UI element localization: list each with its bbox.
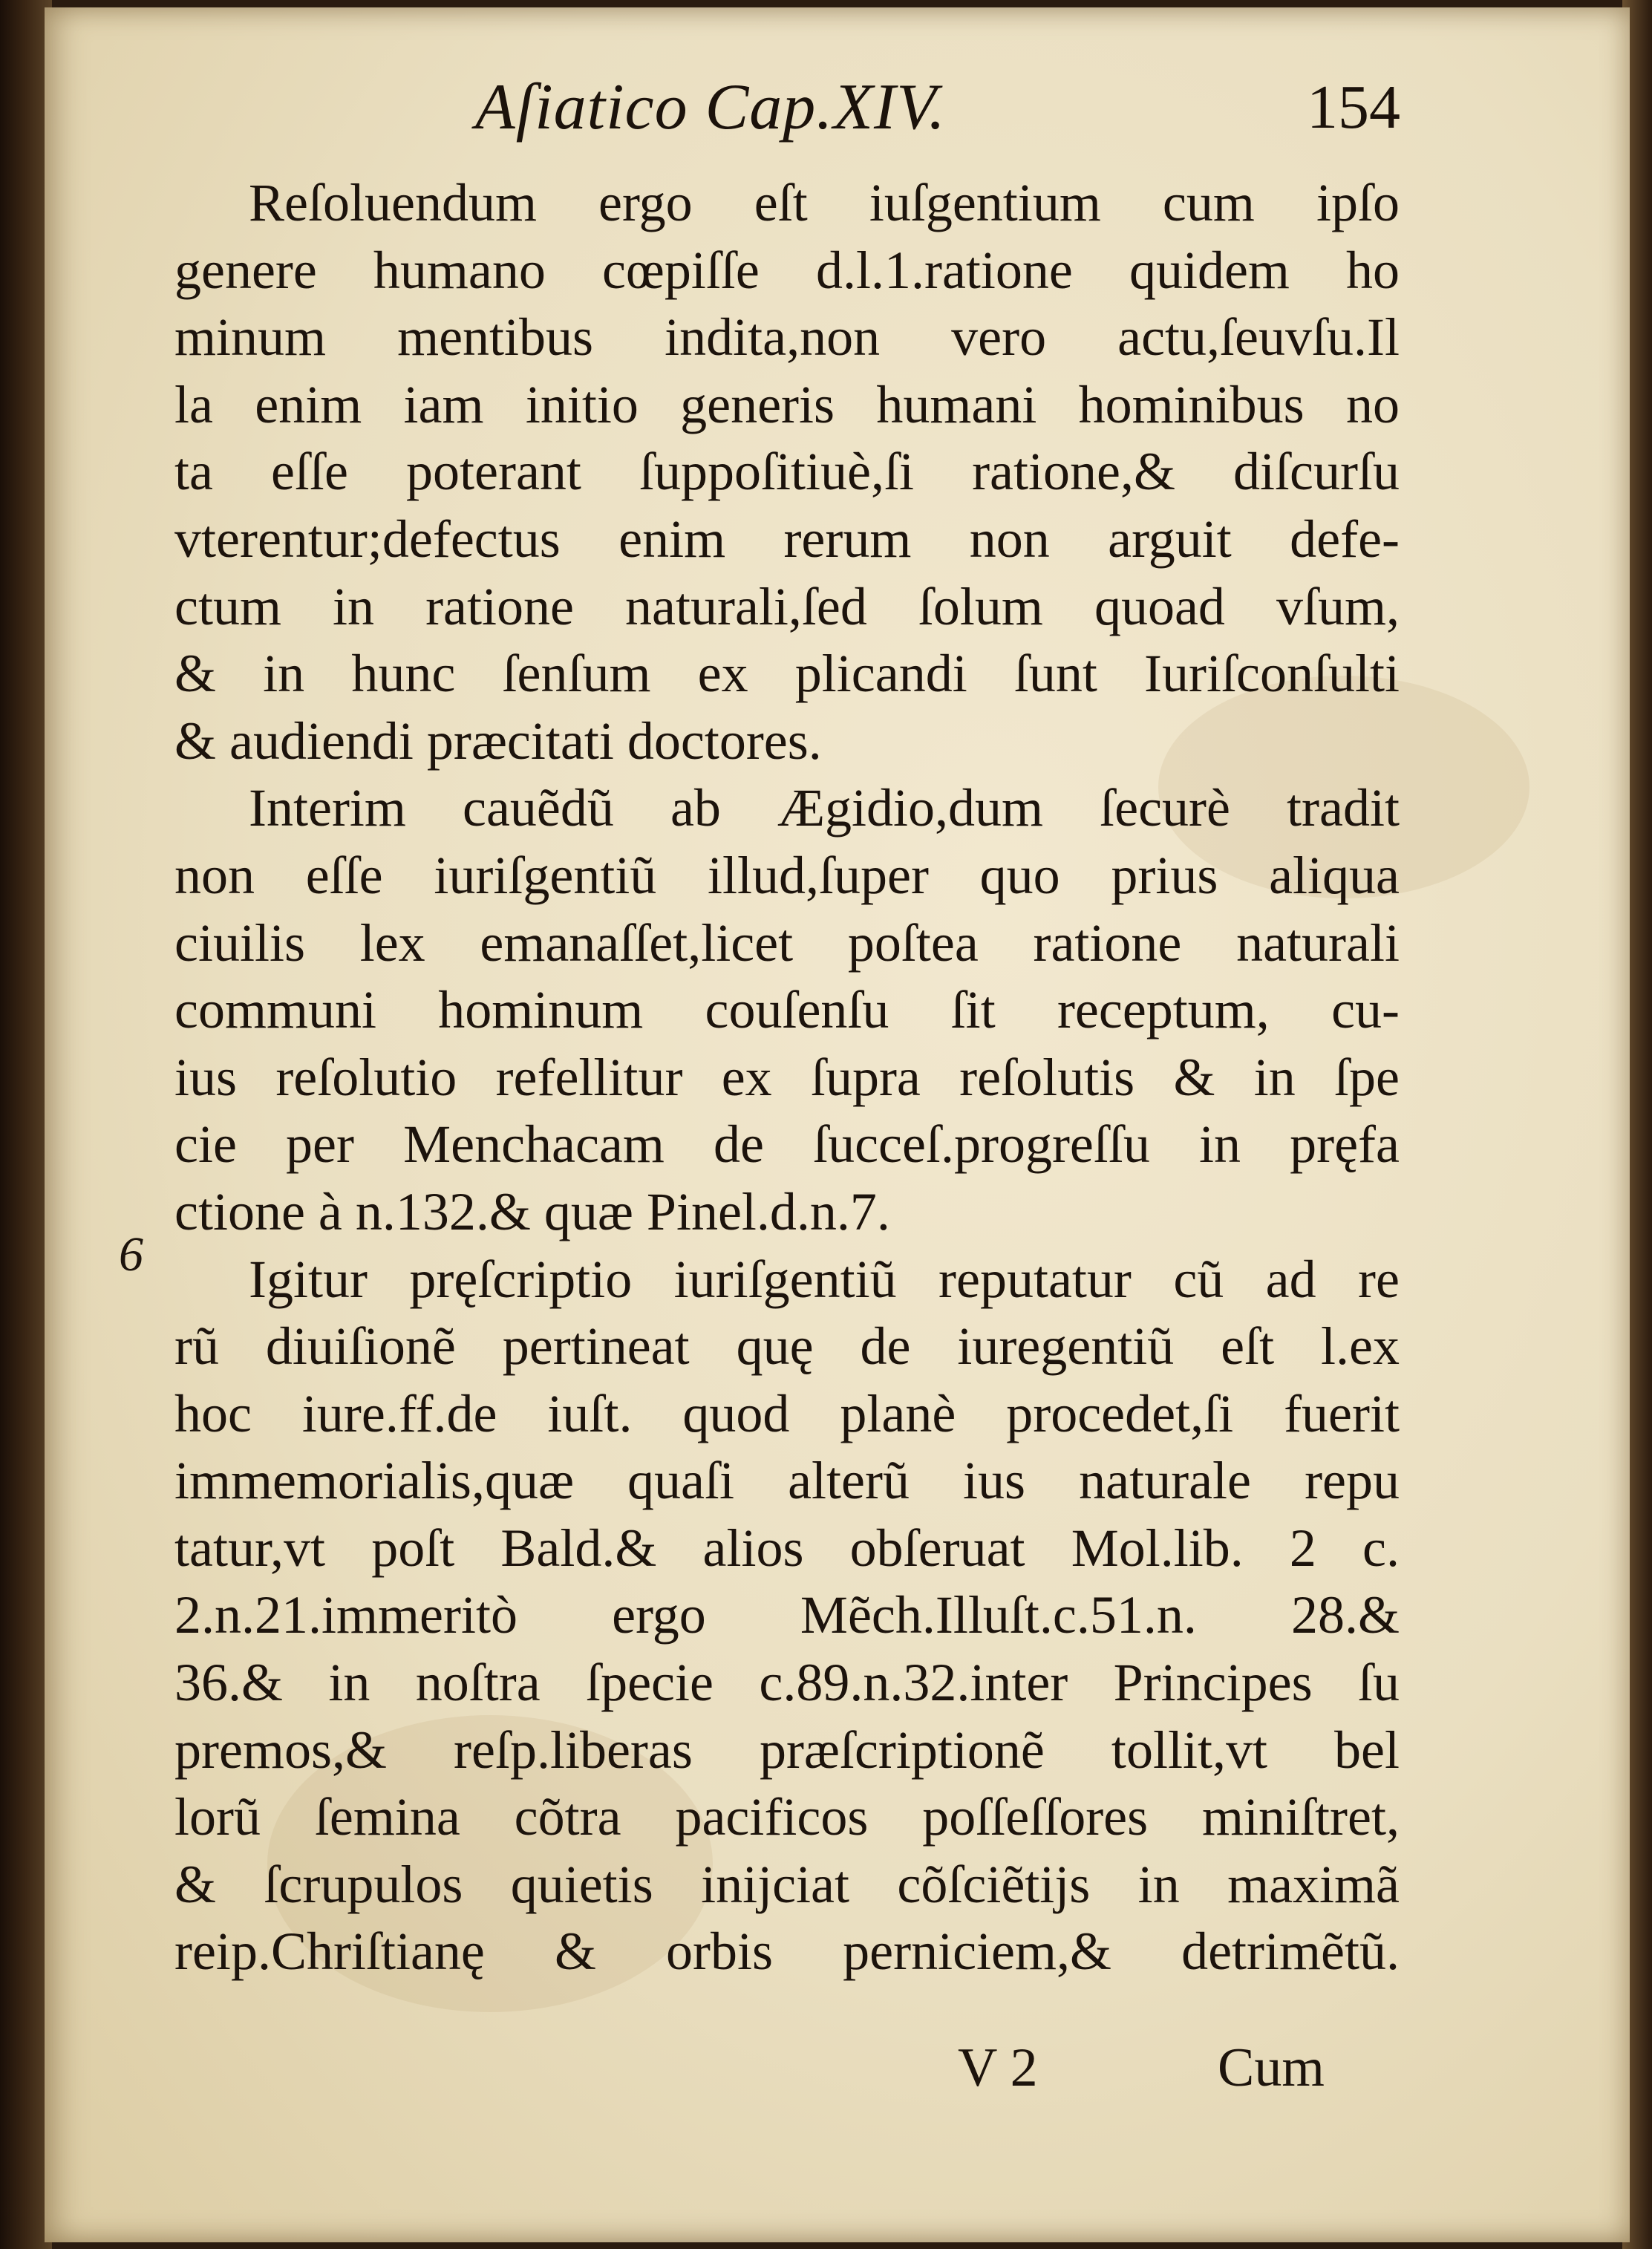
text-line: 2.n.21.immeritò ergo Mẽch.Illuſt.c.51.n. 28.& — [174, 1585, 1400, 1645]
text-line: Igitur pręſcriptio iuriſgentiũ reputatur cũ ad re — [249, 1249, 1400, 1309]
text-line: & ſcrupulos quietis inijciat cõſciẽtijs in maximã — [174, 1854, 1400, 1914]
text-line: cie per Menchacam de ſucceſ.progreſſu in pręfa — [174, 1114, 1400, 1175]
page-header — [45, 67, 1630, 148]
book-page — [45, 7, 1630, 2242]
text-line: Interim cauẽdũ ab Ægidio,dum ſecurè tradit — [249, 778, 1400, 838]
text-line: ciuilis lex emanaſſet,licet poſtea ratione naturali — [174, 913, 1400, 973]
catchword: Cum — [1218, 2037, 1325, 2098]
text-line: immemorialis,quæ quaſi alterũ ius naturale repu — [174, 1451, 1400, 1511]
text-line: rũ diuiſionẽ pertineat quę de iuregentiũ eſt l.ex — [174, 1316, 1400, 1377]
text-line: tatur,vt poſt Bald.& alios obſeruat Mol.lib. 2 c. — [174, 1518, 1400, 1578]
text-line: ctum in ratione naturali,ſed ſolum quoad vſum, — [174, 576, 1400, 636]
text-line: & in hunc ſenſum ex plicandi ſunt Iuriſconſulti — [174, 644, 1400, 704]
text-line: ta eſſe poterant ſuppoſitiuè,ſi ratione,& diſcurſu — [174, 442, 1400, 502]
text-line: communi hominum couſenſu ſit receptum, cu- — [174, 980, 1400, 1040]
page-number: 154 — [1307, 73, 1400, 142]
marginal-number: 6 — [119, 1227, 143, 1282]
text-line: non eſſe iuriſgentiũ illud,ſuper quo prius aliqua — [174, 845, 1400, 905]
text-line: reip.Chriſtianę & orbis perniciem,& detrimẽtũ. — [174, 1922, 1400, 1982]
page-footer — [45, 2031, 1630, 2105]
text-line: premos,& reſp.liberas præſcriptionẽ tollit,vt bel — [174, 1720, 1400, 1780]
running-title: Aſiatico Cap.XIV. — [475, 71, 946, 143]
text-line: ctione à n.132.& quæ Pinel.d.n.7. — [174, 1181, 890, 1241]
text-line: hoc iure.ff.de iuſt. quod planè procedet,ſi fuerit — [174, 1383, 1400, 1443]
text-line: vterentur;defectus enim rerum non arguit defe- — [174, 509, 1400, 569]
text-line: genere humano cœpiſſe d.l.1.ratione quidem ho — [174, 240, 1400, 300]
text-line: la enim iam initio generis humani hominibus no — [174, 374, 1400, 434]
text-line: lorũ ſemina cõtra pacificos poſſeſſores miniſtret, — [174, 1787, 1400, 1847]
text-line: Reſoluendum ergo eſt iuſgentium cum ipſo — [249, 173, 1400, 232]
text-line: 36.& in noſtra ſpecie c.89.n.32.inter Principes ſu — [174, 1653, 1400, 1713]
text-line: minum mentibus indita,non vero actu,ſeuvſu.Il — [174, 307, 1400, 368]
signature-mark: V 2 — [958, 2037, 1038, 2098]
text-line: & audiendi præcitati doctores. — [174, 711, 822, 771]
body-text — [174, 169, 1400, 1985]
text-line: ius reſolutio refellitur ex ſupra reſolutis & in ſpe — [174, 1047, 1400, 1107]
